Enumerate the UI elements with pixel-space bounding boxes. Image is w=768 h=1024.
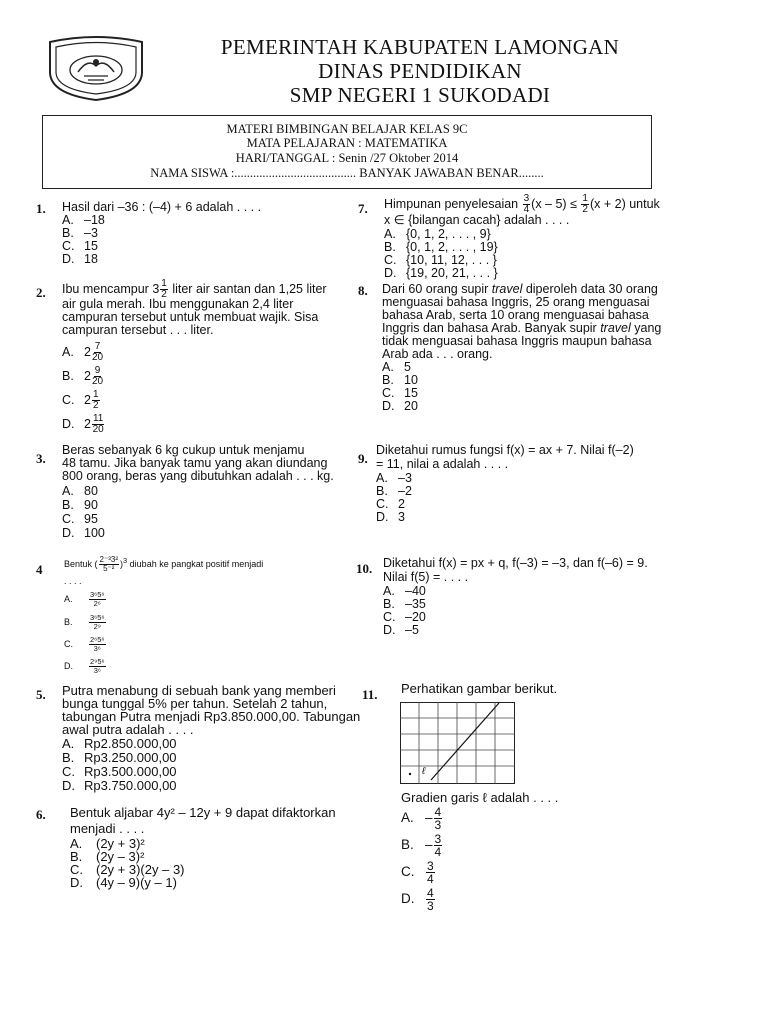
q3-option-d[interactable]: D. 100 (62, 526, 105, 540)
q5-text-1: Putra menabung di sebuah bank yang memberi (62, 683, 336, 698)
q10-option-d[interactable]: D. –5 (383, 623, 419, 637)
q6-text-2: menjadi . . . . (70, 821, 145, 836)
q9-option-a[interactable]: A. –3 (376, 471, 412, 485)
q3-number: 3. (36, 451, 46, 466)
q7-number: 7. (358, 201, 368, 216)
q11-number: 11. (362, 687, 378, 702)
q8-text-3: bahasa Arab, serta 10 orang menguasai bahasa (382, 308, 649, 322)
q7-text-2: x ∈ {bilangan cacah} adalah . . . . (384, 213, 570, 227)
q5-text-2: bunga tunggal 5% per tahun. Setelah 2 tahun, (62, 696, 328, 711)
q4-option-a[interactable]: A. $\frac{\text{3⁶5⁶}}{\text{2⁶}}$ (64, 590, 105, 608)
q11-grid-figure (400, 702, 515, 784)
q11-option-a[interactable]: A. – $\frac{4}{3}$ (401, 805, 442, 832)
q2-text-2: air gula merah. Ibu menggunakan 2,4 liter (62, 297, 294, 311)
q2-number: 2. (36, 285, 46, 300)
q3-text-3: 800 orang, beras yang dibutuhkan adalah . . . kg. (62, 469, 334, 483)
q4-number: 4 (36, 562, 43, 577)
date-line: HARI/TANGGAL : Senin /27 Oktober 2014 (235, 151, 459, 165)
q3-option-a[interactable]: A. 80 (62, 484, 98, 498)
q6-number: 6. (36, 807, 46, 822)
q6-option-b[interactable]: B. (2y – 3)² (70, 849, 145, 864)
q5-text-4: awal putra adalah . . . . (62, 722, 194, 737)
q10-number: 10. (356, 561, 373, 576)
student-name-line: NAMA SISWA :....................................... BANYAK JAWABAN BENAR........ (150, 166, 544, 180)
subject-line: MATA PELAJARAN : MATEMATIKA (246, 136, 448, 150)
q5-option-d[interactable]: D. Rp3.750.000,00 (62, 778, 177, 793)
q7-option-b[interactable]: B. {0, 1, 2, . . . , 19} (384, 240, 498, 254)
q8-number: 8. (358, 283, 368, 298)
q2-text-4: campuran tersebut . . . liter. (62, 323, 214, 337)
q10-option-b[interactable]: B. –35 (383, 597, 426, 611)
q6-text-1: Bentuk aljabar 4y² – 12y + 9 dapat difaktorkan (70, 805, 336, 820)
q4-option-d[interactable]: D. $\frac{\text{2⁹5⁶}}{\text{3⁶}}$ (64, 657, 105, 675)
q5-option-a[interactable]: A. Rp2.850.000,00 (62, 736, 177, 751)
q5-option-b[interactable]: B. Rp3.250.000,00 (62, 750, 177, 765)
q3-text-2: 48 tamu. Jika banyak tamu yang akan diundang (62, 456, 328, 470)
q10-option-a[interactable]: A. –40 (383, 584, 426, 598)
info-box (42, 115, 652, 189)
q2-text-1: Ibu mencampur 3 $\frac{1}{2}$ liter air santan dan 1,25 liter (62, 278, 327, 300)
q1-option-a[interactable]: A. –18 (62, 213, 105, 227)
q6-option-d[interactable]: D. (4y – 9)(y – 1) (70, 875, 177, 890)
q10-text-1: Diketahui f(x) = px + q, f(–3) = –3, dan f(–6) = 9. (383, 556, 648, 570)
q4-text-1: Bentuk ( $\frac{\text{2⁻³3²}}{\text{5⁻²}}$ )$^3$ diubah ke pangkat positif menjadi (64, 555, 264, 574)
q3-option-b[interactable]: B. 90 (62, 498, 98, 512)
q1-option-b[interactable]: B. –3 (62, 226, 98, 240)
q3-option-c[interactable]: C. 95 (62, 512, 98, 526)
q4-text-2: . . . . (64, 576, 82, 586)
q8-text-1: Dari 60 orang supir travel diperoleh data 30 orang (382, 282, 658, 296)
q2-option-b[interactable]: B. 2 $\frac{9}{20}$ (62, 365, 104, 387)
q2-text-3: campuran tersebut untuk membuat wajik. Sisa (62, 310, 319, 324)
q9-text-2: = 11, nilai a adalah . . . . (376, 457, 509, 471)
q10-option-c[interactable]: C. –20 (383, 610, 426, 624)
q3-text-1: Beras sebanyak 6 kg cukup untuk menjamu (62, 443, 305, 457)
q7-text-1: Himpunan penyelesaian $\frac{3}{4}$ (x – 5) ≤ $\frac{1}{2}$ (x + 2) untuk (384, 193, 660, 215)
q7-option-c[interactable]: C. {10, 11, 12, . . . } (384, 253, 497, 267)
q1-text: Hasil dari –36 : (–4) + 6 adalah . . . . (62, 200, 262, 214)
q8-option-a[interactable]: A. 5 (382, 360, 411, 374)
line-label: ℓ (422, 766, 426, 777)
q5-option-c[interactable]: C. Rp3.500.000,00 (62, 764, 177, 779)
q11-option-c[interactable]: C. $\frac{3}{4}$ (401, 859, 434, 886)
q7-option-d[interactable]: D. {19, 20, 21, . . . } (384, 266, 498, 280)
q6-option-a[interactable]: A. (2y + 3)² (70, 836, 145, 851)
gov-name: PEMERINTAH KABUPATEN LAMONGAN (220, 35, 620, 59)
q6-option-c[interactable]: C. (2y + 3)(2y – 3) (70, 862, 185, 877)
q2-option-a[interactable]: A. 2 $\frac{7}{20}$ (62, 341, 104, 363)
q11-text-2: Gradien garis ℓ adalah . . . . (401, 790, 559, 805)
q9-option-c[interactable]: C. 2 (376, 497, 405, 511)
q11-option-b[interactable]: B. – $\frac{3}{4}$ (401, 832, 442, 859)
q8-option-b[interactable]: B. 10 (382, 373, 418, 387)
q2-option-d[interactable]: D. 2 $\frac{11}{20}$ (62, 413, 104, 435)
q10-text-2: Nilai f(5) = . . . . (383, 570, 469, 584)
q1-number: 1. (36, 201, 46, 216)
q5-text-3: tabungan Putra menjadi Rp3.850.000,00. Tabungan (62, 709, 361, 724)
q11-option-d[interactable]: D. $\frac{4}{3}$ (401, 886, 434, 913)
q9-option-b[interactable]: B. –2 (376, 484, 412, 498)
school-name: SMP NEGERI 1 SUKODADI (289, 83, 551, 107)
q7-option-a[interactable]: A. {0, 1, 2, . . . , 9} (384, 227, 491, 241)
q5-number: 5. (36, 687, 46, 702)
q8-option-d[interactable]: D. 20 (382, 399, 418, 413)
q8-text-5: tidak menguasai bahasa Inggris maupun bahasa (382, 334, 652, 348)
q11-text-1: Perhatikan gambar berikut. (401, 681, 558, 696)
q8-option-c[interactable]: C. 15 (382, 386, 418, 400)
q9-option-d[interactable]: D. 3 (376, 510, 405, 524)
school-logo (44, 36, 148, 102)
q1-option-d[interactable]: D. 18 (62, 252, 98, 266)
q8-text-2: menguasai bahasa Inggris, 25 orang menguasai (382, 295, 650, 309)
q8-text-6: Arab ada . . . orang. (382, 347, 493, 361)
q2-option-c[interactable]: C. 2 $\frac{1}{2}$ (62, 389, 99, 411)
q9-text-1: Diketahui rumus fungsi f(x) = ax + 7. Nilai f(–2) (376, 443, 634, 457)
q4-option-b[interactable]: B. $\frac{\text{3⁶5⁶}}{\text{2⁹}}$ (64, 613, 105, 631)
q9-number: 9. (358, 451, 368, 466)
q1-option-c[interactable]: C. 15 (62, 239, 98, 253)
q8-text-4: Inggris dan bahasa Arab. Banyak supir travel yang (382, 321, 662, 335)
material-title: MATERI BIMBINGAN BELAJAR KELAS 9C (226, 122, 468, 136)
department-name: DINAS PENDIDIKAN (318, 59, 522, 83)
q4-option-c[interactable]: C. $\frac{\text{2⁶5⁶}}{\text{3⁶}}$ (64, 635, 105, 653)
